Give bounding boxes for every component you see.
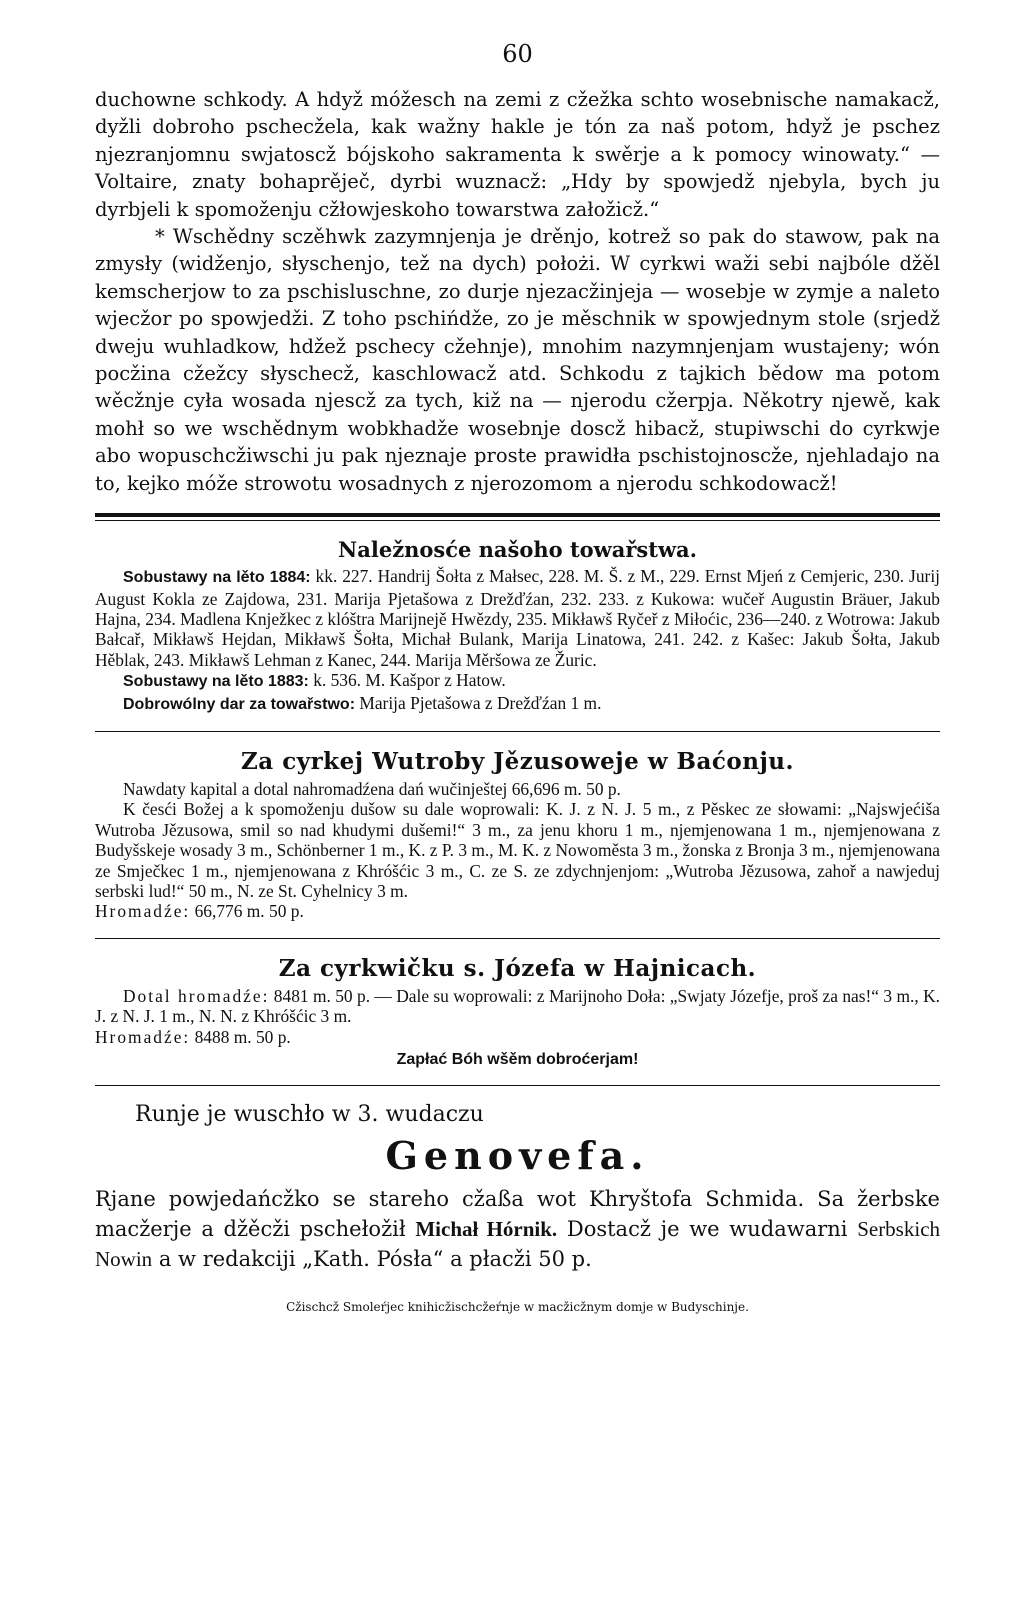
church-heart-total-value: 66,776 m. 50 p.: [190, 901, 304, 922]
donation-label: Dobrowólny dar za towařstwo:: [123, 695, 356, 713]
church-heart-total-label: Hromadźe:: [95, 901, 191, 922]
church-heart-capital: Nawdaty kapital a dotal nahromadźena dań wučinještej 66,696 m. 50 p.: [123, 778, 621, 799]
members-1884-label: Sobustawy na lěto 1884:: [123, 569, 311, 587]
church-heart-section: [95, 748, 940, 922]
advert-intro: Runje je wuschło w 3. wudaczu: [135, 1102, 484, 1127]
joseph-church-total-label: Hromadźe:: [95, 1026, 191, 1047]
document-page: [95, 40, 940, 1600]
members-1884-entry: [95, 566, 940, 670]
article-paragraph-2: * Wschědny sczěhwk zazymnjenja je drěnjo, kotrež so pak do stawow, pak na zmysły (widženjo, słyschenjo, tež na dych) położi. W cyrkwi waži sebi najbóle džěl kemscherjow to za pschisluschne, zo durje njezacžinjeja — wosebje w zymje a naleto wjecžor po spowjedži. Z toho pschińdže, zo je měschnik w spowjednym stole (srjedž dweju wuhladkow, hdžež pschecy cžehnje), mnohim nazymnjenjam wustajeny; wón pocžina cžežcy słyschecž, kaschlowacž atd. Schkodu z tajkich bědow ma potom wěcžnje cyła wosada njescž za tych, kiž na — njerodu cžerpja. Někotry njewě, kak mohł so we wschědnym wobkhadže wosebnje doscž hibacž, stupiwschi do cyrkwje abo wopuschcžiwschi ju pak njeznaje proste prawidła pschistojnoscže, njehladajo na to, kejko móže strowotu wosadnych z njerozomom a njerodu schkodowacž!: [95, 225, 940, 495]
donation-text: Marija Pjetašowa z Drežďźan 1 m.: [355, 692, 602, 713]
advert-text-b: Dostacž je we wudawarni: [557, 1217, 858, 1241]
fraktur-article: [95, 86, 940, 497]
church-heart-donations: K česći Božej a k spomoženju dušow su dale woprowali: K. J. z N. J. 5 m., z Pěskec ze słowami: „Najswjećiša Wutroba Jězusowa, smil so nad khudymi dušemi!“ 3 m., za jenu khoru 1 m., njemjenowana 1 m., njemjenowana z Budyšskeje wosady 3 m., Schönberner 1 m., K. z P. 3 m., M. K. z Nowoměsta 3 m., žonska z Bronja 3 m., njemjenowana ze Smječkec 1 m., njemjenowana z Khróšćic 3 m., C. ze S. ze zdychnjenjom: „Wutroba Jězusowa, zahoř a nawjeduj serbski lud!“ 50 m., N. ze St. Cyhelnicy 3 m.: [95, 799, 940, 901]
joseph-church-section: [95, 955, 940, 1069]
joseph-church-dotal-label: Dotal hromadźe:: [123, 985, 270, 1006]
members-1883-entry: [95, 670, 940, 692]
joseph-church-total-value: 8488 m. 50 p.: [190, 1026, 291, 1047]
joseph-church-dotal-text: 8481 m. 50 p. — Dale su woprowali: z Marijnoho Doła: „Swjaty Józefje, proš za nas!“ 3 m., K. J. z N. J. 1 m., N. N. z Khróšćic 3 m.: [95, 985, 940, 1027]
advert-book-title: Genovefa.: [385, 1133, 650, 1178]
advert-publisher: Serbskich Nowin: [95, 1217, 941, 1271]
section-divider: [95, 1085, 940, 1086]
society-section-title: Naležnosće našoho towařstwa.: [338, 537, 697, 563]
church-heart-title: Za cyrkej Wutroby Jězusoweje w Baćonju.: [241, 747, 794, 775]
section-divider: [95, 731, 940, 732]
advert-text-c: a w redakciji „Kath. Pósła“ a płacži 50 p.: [152, 1247, 592, 1271]
members-1883-text: k. 536. M. Kašpor z Hatow.: [308, 670, 506, 691]
thanks-line: Zapłać Bóh wšěm dobroćerjam!: [396, 1051, 639, 1068]
members-1883-label: Sobustawy na lěto 1883:: [123, 673, 309, 691]
donation-entry: [95, 693, 940, 715]
joseph-church-total: [95, 1027, 940, 1047]
section-divider: [95, 938, 940, 939]
book-advert: [95, 1102, 940, 1274]
church-heart-total: [95, 901, 940, 921]
page-number: 60: [502, 40, 533, 68]
advert-author: Michał Hórnik.: [415, 1217, 558, 1241]
article-paragraph-1: duchowne schkody. A hdyž móžesch na zemi z cžežka schto wosebnische namakacž, dyžli dobroho pschecžela, kak wažny hakle je tón za naš potom, hdyž je pschez njezranjomnu swjatoscž bójskoho sakramenta k swěrje a k pomocy winowaty.“ — Voltaire, znaty bohaprěječ, dyrbi wuznacž: „Hdy by spowjedž njebyla, bych ju dyrbjeli k spomoženju cžłowjeskoho towarstwa załožicž.“: [95, 88, 940, 221]
advert-text-a: Rjane powjedańcžko se stareho cžaßa wot Khryštofa Schmida. Sa žerbske macžerje a džěcži pschełožił: [95, 1187, 940, 1241]
members-1884-text: kk. 227. Handrij Šołta z Małsec, 228. M. Š. z M., 229. Ernst Mjeń z Cemjeric, 230. Jurij August Kokla ze Zajdowa, 231. Marija Pjetašowa z Drežďźan, 232. 233. z Kukowa: wučeř Augustin Bräuer, Jakub Hajna, 234. Madlena Knježkec z klóštra Marijnejě Hwězdy, 235. Mikławš Ryčeř z Miłoćic, 236—240. z Wotrowa: Jakub Bałcař, Mikławš Hejdan, Mikławš Šołta, Michał Bulank, Marija Linatowa, 241. 242. z Kašec: Jakub Šołta, Jakub Hěblak, 243. Mikławš Lehman z Kanec, 244. Marija Měršowa ze Žuric.: [95, 566, 940, 670]
advert-text: [95, 1184, 940, 1274]
printer-footer: Cžischcž Smoleŕjec knihicžischcžeŕnje w macžicžnym domje w Budyschinje.: [286, 1300, 749, 1314]
joseph-church-title: Za cyrkwičku s. Józefa w Hajnicach.: [278, 954, 757, 982]
section-divider-thin: [95, 520, 940, 521]
section-divider-thick: [95, 513, 940, 517]
society-section: [95, 537, 940, 715]
joseph-church-donations: [95, 986, 940, 1027]
